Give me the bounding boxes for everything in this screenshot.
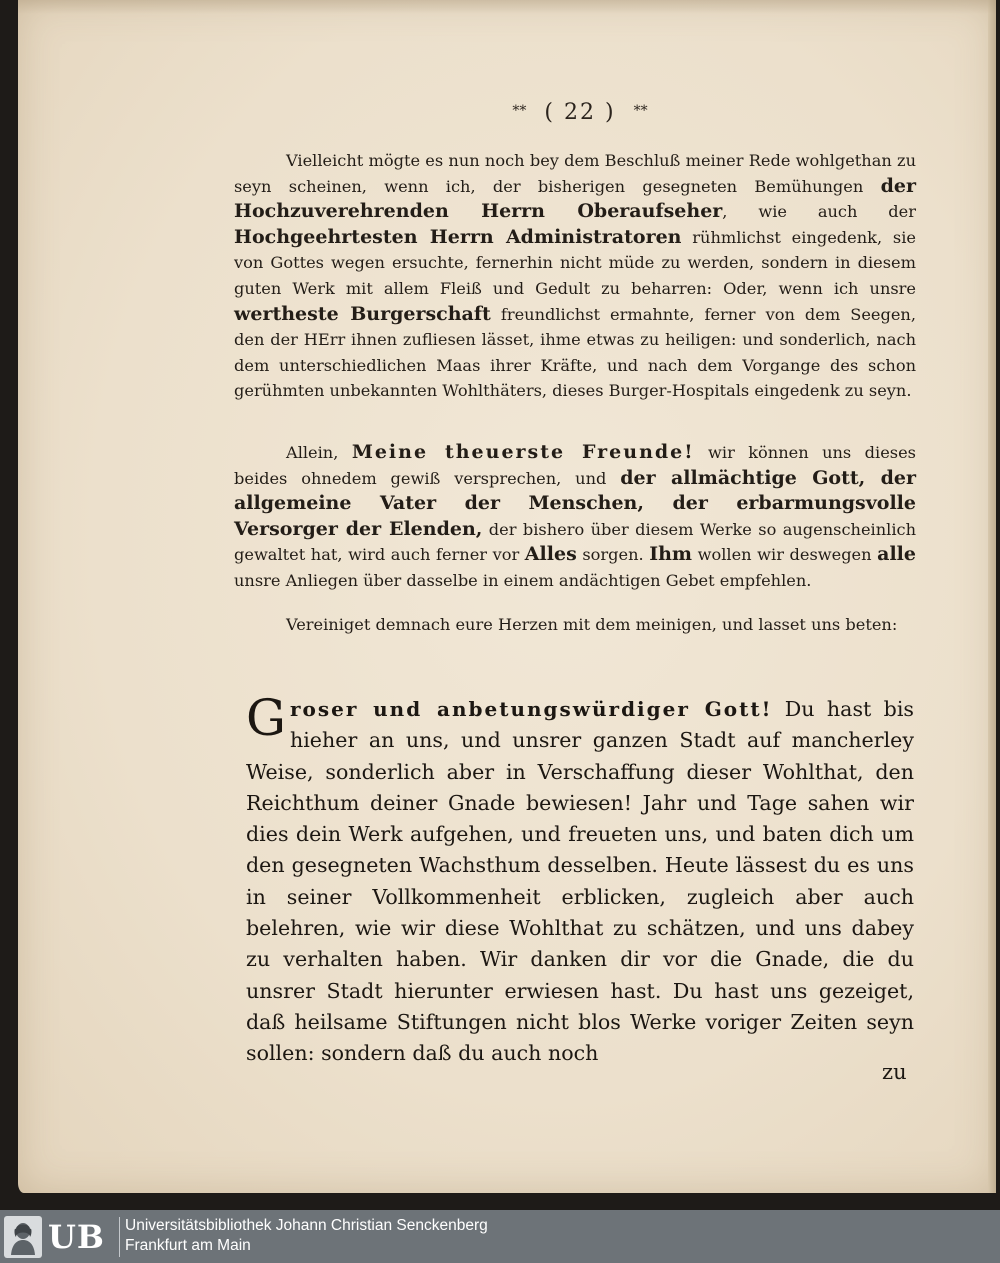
page-number: ( 22 ) (544, 100, 616, 125)
paragraph1-mid2: rühmlichst eingedenk, sie von Gottes wegen ersuchte, fernerhin nicht müde zu werden, sondern in diesem guten Werk mit allem Fleiß und Gedult zu beharren: Oder, wenn ich unsre (234, 227, 916, 298)
footer-institution (125, 1216, 488, 1256)
library-footer-bar (0, 1210, 1000, 1263)
header-ornament-right: * (633, 103, 641, 119)
paragraph1-emph-administratoren: Hochgeehrtesten Herrn Administratoren (234, 225, 682, 248)
ub-logo-text: UB (48, 1218, 105, 1256)
senckenberg-portrait-icon (4, 1216, 42, 1258)
paragraph-invitation (234, 612, 916, 638)
prayer-text (246, 689, 914, 1070)
paragraph2-tail: unsre Anliegen über dasselbe in einem andächtigen Gebet empfehlen. (234, 570, 812, 590)
paragraph2-mid4: wollen wir deswegen (692, 545, 878, 565)
catchword: zu (882, 1060, 907, 1084)
paragraph1-mid1: , wie auch der (722, 202, 916, 222)
footer-divider (119, 1217, 120, 1257)
prayer-dropcap: G (246, 689, 286, 747)
paragraph-appeal (234, 440, 916, 594)
footer-institution-city: Frankfurt am Main (125, 1237, 251, 1254)
paragraph2-emph-alles: Alles (524, 543, 577, 566)
paragraph3-text: Vereiniget demnach eure Herzen mit dem meinigen, und lasset uns beten: (286, 615, 898, 634)
paragraph1-tail: freundlichst ermahnte, ferner von dem Seegen, den der HErr ihnen zufliesen lässet, ihme etwas zu heiligen: und sonderlich, nach dem unterschiedlichen Maas ihrer Kräfte, und nach dem Vorgange des schon gerühmten unbekannten Wohlthäters, dieses Burger-Hospitals eingedenk zu seyn. (234, 304, 917, 401)
header-ornament-left: * (512, 103, 520, 119)
paragraph2-emph-ihm: Ihm (649, 543, 693, 566)
header-ornament-left-2: * (519, 103, 527, 119)
paragraph1-emph-oberaufseher: der Hochzuverehrenden Herrn Oberaufseher (234, 174, 916, 223)
paragraph2-spaced-freunde: Meine theuerste Freunde! (351, 441, 695, 463)
paragraph-conclusion (234, 148, 916, 404)
prayer-spaced-opening: roser und anbetungswürdiger Gott! (289, 697, 773, 721)
footer-institution-name: Universitätsbibliothek Johann Christian Senckenberg (125, 1217, 488, 1234)
header-ornament-right-2: * (640, 103, 648, 119)
paragraph1-lead: Vielleicht mögte es nun noch bey dem Beschluß meiner Rede wohlgethan zu seyn scheinen, wenn ich, der bisherigen gesegneten Bemühungen (234, 151, 916, 196)
paper-edge (988, 0, 996, 1193)
paragraph2-mid2: der bishero über diesem Werke so augenscheinlich gewaltet hat, wird auch ferner vor (234, 519, 916, 565)
paragraph2-mid3: sorgen. (576, 545, 650, 565)
paragraph2-mid1: wir können uns dieses beides ohnedem gewiß versprechen, und (234, 443, 916, 488)
paper-top-shadow (18, 0, 996, 14)
paragraph2-lead: Allein, (286, 443, 352, 462)
paragraph1-emph-burgerschaft: wertheste Burgerschaft (234, 302, 491, 325)
ub-logo[interactable] (4, 1215, 116, 1259)
page-header (470, 100, 690, 125)
paragraph2-emph-alle: alle (877, 543, 916, 566)
prayer-body: Du hast bis hieher an uns, und unsrer ganzen Stadt auf mancherley Weise, sonderlich aber in Verschaffung dieser Wohlthat, den Reichthum deiner Gnade bewiesen! Jahr und Tage sahen wir dies dein Werk aufgehen, und freueten uns, und baten dich um den gesegneten Wachsthum desselben. Heute lässest du es uns in seiner Vollkommenheit erblicken, zugleich aber auch belehren, wie wir diese Wohlthat zu schätzen, und uns dabey zu verhalten haben. Wir danken dir vor die Gnade, die du unsrer Stadt hierunter erwiesen hast. Du hast uns gezeiget, daß heilsame Stiftungen nicht blos Werke voriger Zeiten seyn sollen: sondern daß du auch noch (246, 697, 914, 1066)
paragraph2-emph-gott: der allmächtige Gott, der allgemeine Vater der Menschen, der erbarmungsvolle Versorger der Elenden, (234, 466, 916, 540)
